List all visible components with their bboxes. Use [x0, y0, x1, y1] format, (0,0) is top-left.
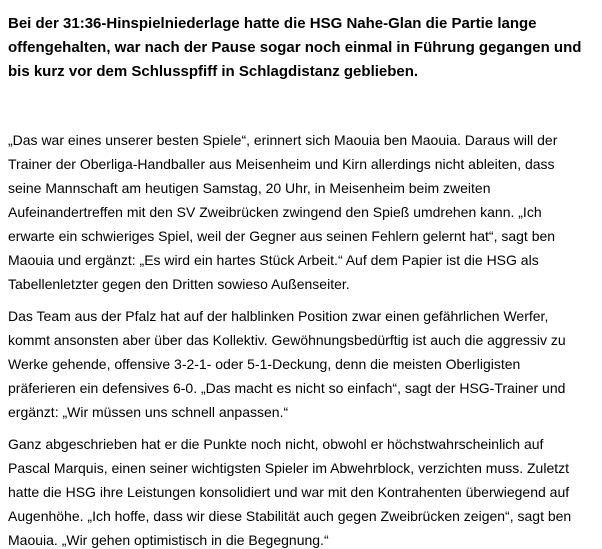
text-line: Bei der 31:36-Hinspielniederlage hatte die HSG Nahe-Glan die Partie lange	[8, 15, 537, 32]
text-line: Das Team aus der Pfalz hat auf der halblinken Position zwar einen gefährlichen Werfer,	[8, 308, 549, 324]
text-line: kommt ansonsten aber über das Kollektiv. Gewöhnungsbedürftig ist auch die aggressiv zu	[8, 332, 566, 348]
text-line: Pascal Marquis, einen seiner wichtigsten Spieler im Abwehrblock, verzichten muss. Zuletzt	[8, 460, 570, 476]
body-paragraph-1	[8, 128, 594, 296]
text-line: Ganz abgeschrieben hat er die Punkte noch nicht, obwohl er höchstwahrscheinlich auf	[8, 436, 544, 452]
text-line: hatte die HSG ihre Leistungen konsolidiert und war mit den Kontrahenten überwiegend auf	[8, 484, 570, 500]
text-line: erwarte ein schwieriges Spiel, weil der Gegner aus seinen Fehlern gelernt hat“, sagt ben	[8, 228, 556, 244]
text-line: Augenhöhe. „Ich hoffe, dass wir diese Stabilität auch gegen Zweibrücken zeigen“, sagt ben	[8, 508, 572, 524]
lead-paragraph	[8, 12, 594, 84]
text-line: Tabellenletzter gegen den Dritten sowieso Außenseiter.	[8, 276, 350, 292]
text-line: Maouia und ergänzt: „Es wird ein hartes Stück Arbeit.“ Auf dem Papier ist die HSG als	[8, 252, 539, 268]
body-paragraph-3	[8, 432, 594, 549]
text-line: Werke gehende, offensive 3-2-1- oder 5-1-Deckung, denn die meisten Oberligisten	[8, 356, 521, 372]
text-line: seine Mannschaft am heutigen Samstag, 20 Uhr, in Meisenheim beim zweiten	[8, 180, 491, 196]
text-line: ergänzt: „Wir müssen uns schnell anpassen.“	[8, 404, 289, 420]
body-paragraph-2	[8, 304, 594, 424]
text-line: Maouia. „Wir gehen optimistisch in die Begegnung.“	[8, 532, 329, 548]
text-line: präferieren ein defensives 6-0. „Das macht es nicht so einfach“, sagt der HSG-Trainer und	[8, 380, 566, 396]
text-line: bis kurz vor dem Schlusspfiff in Schlagdistanz geblieben.	[8, 63, 419, 80]
text-line: Trainer der Oberliga-Handballer aus Meisenheim und Kirn allerdings nicht ableiten, dass	[8, 156, 555, 172]
text-line: „Das war eines unserer besten Spiele“, erinnert sich Maouia ben Maouia. Daraus will der	[8, 132, 558, 148]
text-line: offengehalten, war nach der Pause sogar noch einmal in Führung gegangen und	[8, 39, 582, 56]
text-line: Aufeinandertreffen mit den SV Zweibrücken zwingend den Spieß umdrehen kann. „Ich	[8, 204, 542, 220]
